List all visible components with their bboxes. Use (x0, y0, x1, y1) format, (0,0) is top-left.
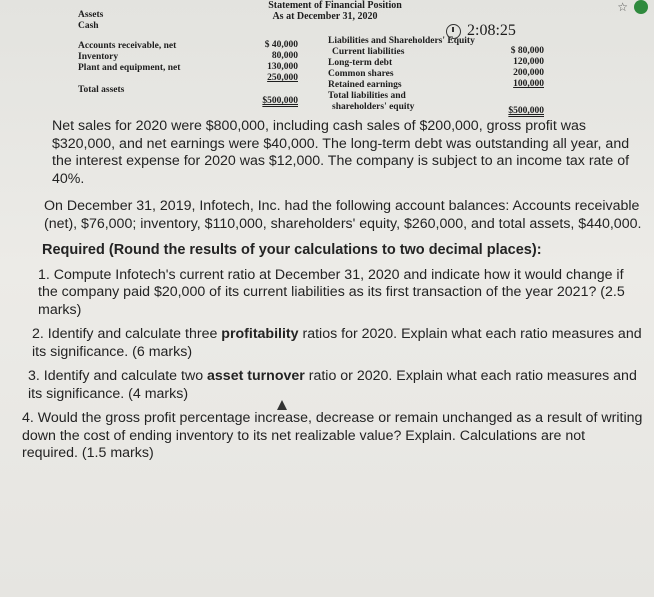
timer-label: 2:08:25 (467, 22, 516, 39)
asset-value: $ 40,000 (264, 40, 298, 50)
asset-label: Inventory (78, 52, 119, 62)
liability-value: $ 80,000 (510, 46, 544, 56)
cursor-icon (277, 400, 287, 410)
liabilities-labels (328, 36, 475, 113)
paragraph-2: On December 31, 2019, Infotech, Inc. had the following account balances: Accounts receivable (net), $76,000; inventory, $110,000, shareholders' equity, $260,000, and total assets, $440,000. (44, 198, 642, 232)
question-3 (28, 368, 645, 403)
statement-date: As at December 31, 2020 (272, 11, 378, 22)
asset-label: Plant and equipment, net (78, 63, 181, 73)
assets-labels (78, 10, 180, 96)
liability-value: 200,000 (513, 68, 544, 78)
liability-value: 100,000 (513, 79, 544, 89)
question-body (22, 118, 645, 463)
asset-label: Cash (78, 21, 99, 31)
timer-icon (446, 24, 461, 39)
question-2-post: ratios for 2020. Explain what each ratio measures and its significance. (6 marks) (32, 326, 642, 360)
question-1: 1. Compute Infotech's current ratio at December 31, 2020 and indicate how it would change if the company paid $20,000 of its current liabilities as its first transaction of the year 2021? (2.5 marks) (38, 266, 625, 318)
asset-value: 80,000 (271, 51, 298, 61)
liability-value: 120,000 (513, 57, 544, 67)
question-3-pre: 3. Identify and calculate two (28, 368, 208, 384)
leaf-icon[interactable] (634, 0, 648, 14)
asset-value: 130,000 (267, 62, 298, 72)
question-2-pre: 2. Identify and calculate three (32, 326, 222, 342)
liabilities-values (494, 46, 544, 117)
star-icon[interactable]: ☆ (617, 0, 628, 14)
total-assets-label: Total assets (78, 85, 125, 95)
asset-label: Accounts receivable, net (78, 41, 177, 51)
total-liabilities-label-2: shareholders' equity (332, 102, 415, 112)
required-heading: Required (Round the results of your calculations to two decimal places): (42, 242, 542, 258)
question-2 (32, 326, 645, 361)
asset-value: 250,000 (267, 73, 298, 83)
liability-label: Current liabilities (332, 47, 405, 57)
question-3-bold: asset turnover (207, 368, 305, 384)
total-assets-value: $500,000 (262, 96, 298, 106)
timer (446, 22, 516, 40)
liability-label: Long-term debt (328, 58, 393, 68)
liabilities-header: Liabilities and Shareholders' Equity (328, 36, 475, 46)
statement-title: Statement of Financial Position (268, 0, 402, 11)
total-liabilities-value: $500,000 (508, 106, 544, 116)
assets-values (250, 40, 298, 107)
top-icons (617, 0, 648, 15)
liability-label: Retained earnings (328, 80, 402, 90)
assets-header: Assets (78, 10, 104, 20)
liability-label: Common shares (328, 69, 394, 79)
total-liabilities-label: Total liabilities and (328, 91, 406, 101)
question-4: 4. Would the gross profit percentage increase, decrease or remain unchanged as a result of writing down the cost of ending inventory to its net realizable value? Explain. Calculations are not required. (1.5 marks) (22, 410, 643, 461)
paragraph-1: Net sales for 2020 were $800,000, including cash sales of $200,000, gross profit was $320,000, and net earnings were $40,000. The long-term debt was outstanding all year, and the interest expense for 2020 was $12,000. The company is subject to an income tax rate of 40%. (52, 118, 630, 187)
question-3-post: ratio or 2020. Explain what each ratio measures and its significance. (4 marks) (28, 368, 637, 402)
question-2-bold: profitability (221, 326, 299, 342)
